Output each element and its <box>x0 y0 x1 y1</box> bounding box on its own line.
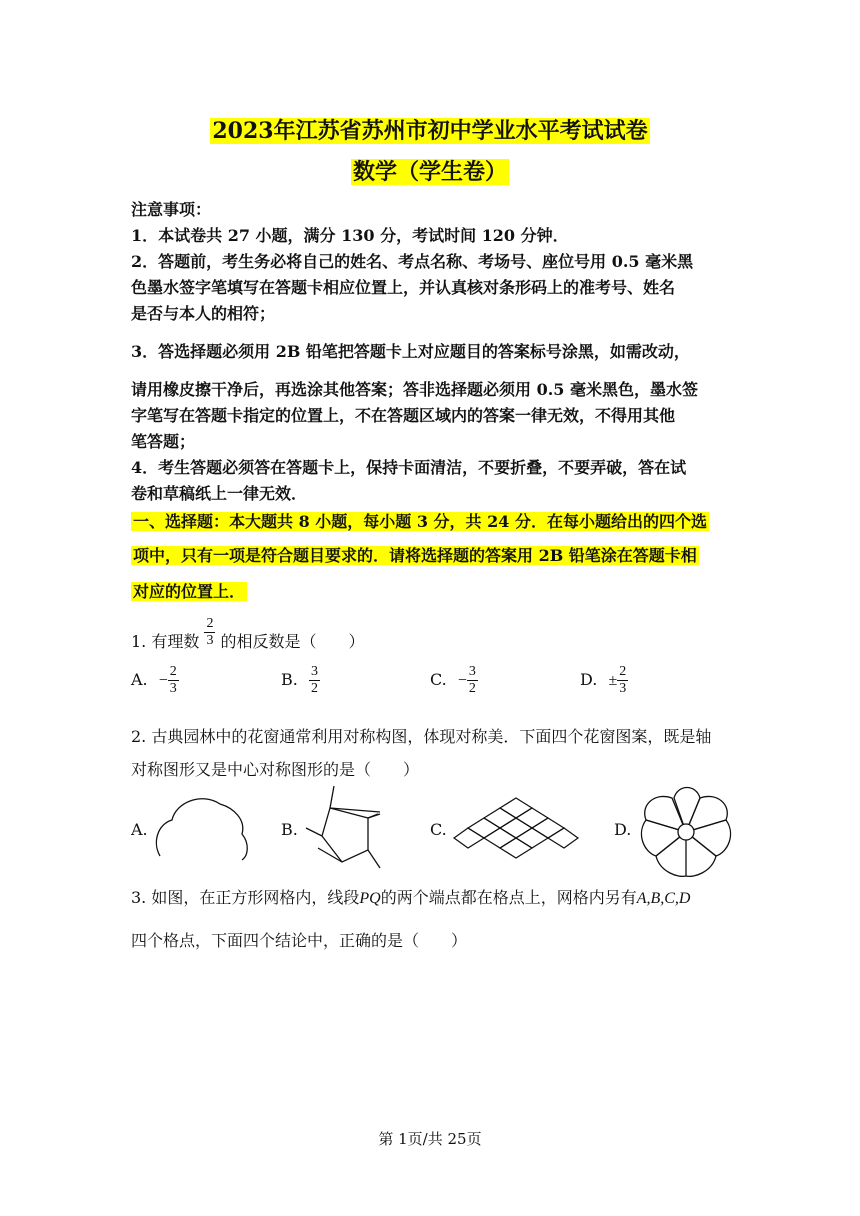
q2-option-b-label: B. <box>281 820 298 839</box>
question-3-line-2: 四个格点，下面四个结论中，正确的是（ ） <box>131 931 468 950</box>
question-3-line-1: 3. 如图，在正方形网格内，线段PQ的两个端点都在格点上，网格内另有A,B,C,D <box>131 888 691 907</box>
notice-line-3: 色墨水签字笔填写在答题卡相应位置上，并认真核对条形码上的准考号、姓名 <box>131 278 676 297</box>
section-heading-line-3: 对应的位置上． <box>133 582 246 601</box>
question-1: 1. 有理数 $\frac{2}{3}$ 的相反数是（ ） <box>131 616 365 651</box>
notice-line-10: 卷和草稿纸上一律无效． <box>131 484 308 503</box>
q2-option-c-figure[interactable] <box>452 796 580 866</box>
q1-option-b[interactable]: B. $\frac{3}{2}$ <box>281 664 318 696</box>
q2-option-d-figure[interactable] <box>636 786 736 880</box>
notice-line-6: 请用橡皮擦干净后，再选涂其他答案；答非选择题必须用 0.5 毫米黑色，墨水签 <box>131 380 698 399</box>
notice-line-2: 2．答题前，考生务必将自己的姓名、考点名称、考场号、座位号用 0.5 毫米黑 <box>131 252 694 271</box>
q1-option-d[interactable]: D. ± $\frac{2}{3}$ <box>580 664 627 696</box>
q1-option-a[interactable]: A. − $\frac{2}{3}$ <box>131 664 177 696</box>
notice-line-4: 是否与本人的相符； <box>131 304 276 323</box>
page-subtitle: 数学（学生卷） <box>352 159 507 185</box>
question-2-line-2: 对称图形又是中心对称图形的是（ ） <box>131 760 420 779</box>
notice-heading: 注意事项： <box>131 200 212 219</box>
notice-line-8: 笔答题； <box>131 432 196 451</box>
page-title: 2023年江苏省苏州市初中学业水平考试试卷 <box>212 118 648 144</box>
section-heading-line-2: 项中，只有一项是符合题目要求的．请将选择题的答案用 2B 铅笔涂在答题卡相 <box>133 546 697 565</box>
page-number: 第 1页/共 25页 <box>378 1130 482 1148</box>
notice-line-5: 3．答选择题必须用 2B 铅笔把答题卡上对应题目的答案标号涂黑，如需改动， <box>131 342 690 361</box>
notice-line-7: 字笔写在答题卡指定的位置上，不在答题区域内的答案一律无效，不得用其他 <box>131 406 676 425</box>
q2-option-b-figure[interactable] <box>300 782 392 876</box>
q1-option-c[interactable]: C. − $\frac{3}{2}$ <box>430 664 476 696</box>
q2-option-a-label: A. <box>131 820 148 839</box>
notice-line-1: 1．本试卷共 27 小题，满分 130 分，考试时间 120 分钟． <box>131 226 569 245</box>
question-2-line-1: 2. 古典园林中的花窗通常利用对称构图，体现对称美．下面四个花窗图案，既是轴 <box>131 727 712 746</box>
q2-option-c-label: C. <box>430 820 447 839</box>
q2-option-a-figure[interactable] <box>150 794 254 864</box>
notice-line-9: 4．考生答题必须答在答题卡上，保持卡面清洁，不要折叠，不要弄破，答在试 <box>131 458 687 477</box>
q1-fraction: $\frac{2}{3}$ <box>206 616 214 648</box>
section-heading-line-1: 一、选择题：本大题共 8 小题，每小题 3 分，共 24 分．在每小题给出的四个选 <box>133 512 707 531</box>
q2-option-d-label: D. <box>614 820 632 839</box>
